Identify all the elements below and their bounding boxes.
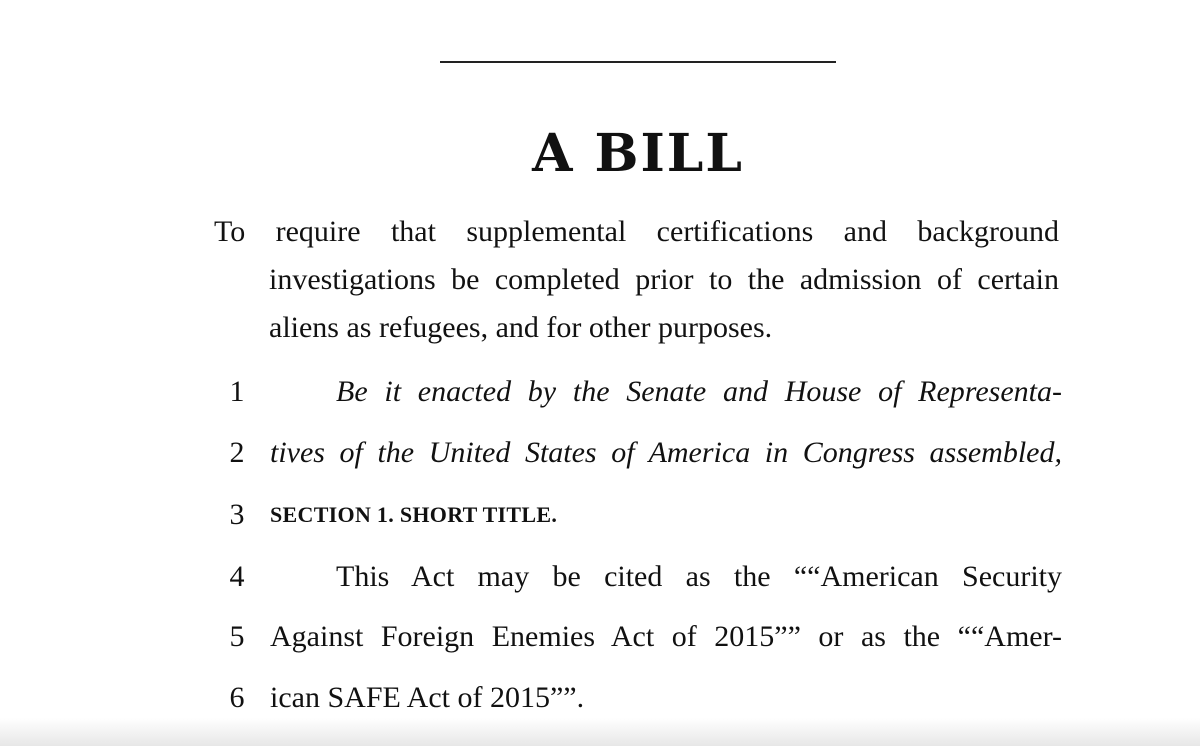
bill-line [0, 676, 1200, 720]
bill-line [0, 493, 1200, 537]
section-heading: SECTION 1. SHORT TITLE. [270, 502, 558, 527]
section-body-text: Against Foreign Enemies Act of 2015”” or as the ““Amer- [270, 620, 1062, 653]
line-number: 6 [229, 681, 245, 714]
bill-line [0, 615, 1200, 659]
line-number: 4 [229, 560, 245, 593]
bottom-shadow-edge [0, 718, 1200, 746]
section-body-text: ican SAFE Act of 2015””. [270, 681, 585, 714]
line-number: 1 [229, 375, 245, 408]
bill-line [0, 431, 1200, 475]
line-number: 5 [229, 620, 245, 653]
line-number: 3 [229, 498, 245, 531]
top-rule-divider [440, 61, 836, 63]
line-number: 2 [229, 436, 245, 469]
enacting-clause-text: tives of the United States of America in Congress assembled, [270, 436, 1062, 469]
bill-line [0, 555, 1200, 599]
section-body-text: This Act may be cited as the ““American Security [336, 560, 1062, 593]
enacting-clause-text: Be it enacted by the Senate and House of Representa- [336, 375, 1062, 408]
bill-title: A BILL [532, 123, 744, 184]
bill-purpose-text: To require that supplemental certifications and background investigations be completed prior to the admission of certain aliens as refugees, and for other purposes. [214, 215, 1059, 344]
bill-line [0, 370, 1200, 414]
